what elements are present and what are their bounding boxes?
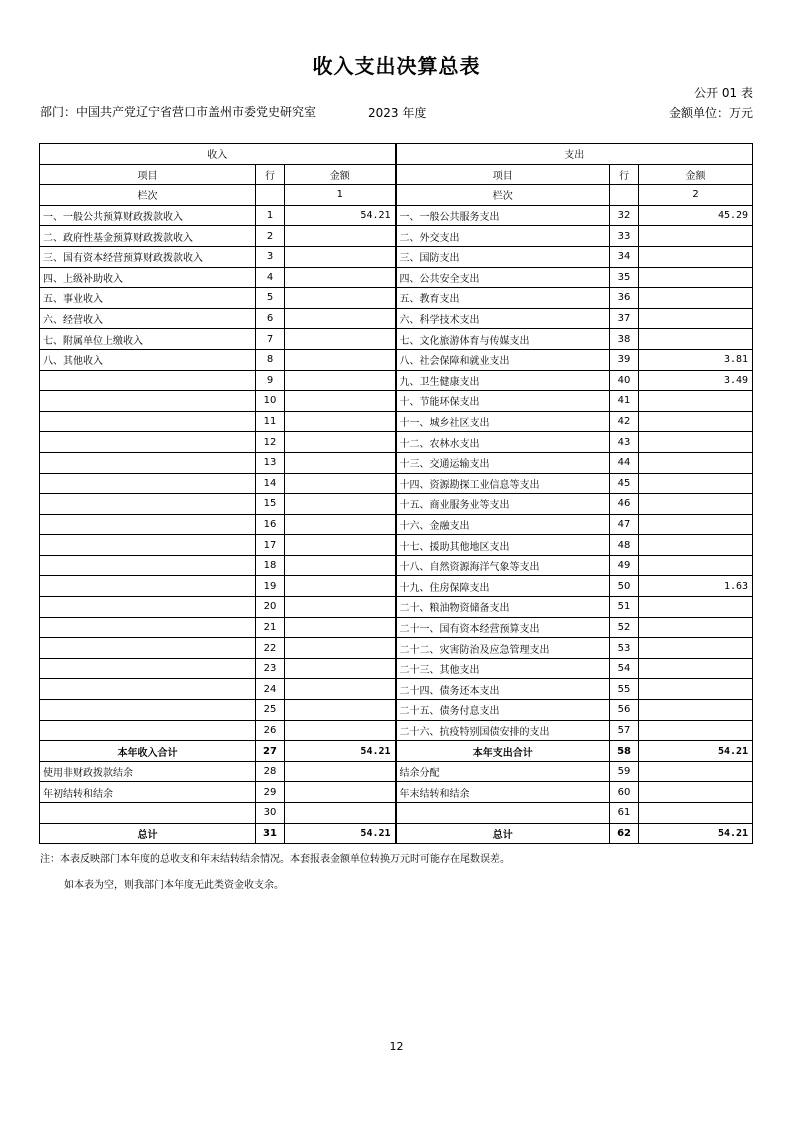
expense-line-number: 60: [610, 782, 639, 803]
income-item: [40, 370, 256, 391]
income-line-number: 20: [256, 597, 285, 618]
income-item: [40, 720, 256, 741]
expense-line-number: 42: [610, 411, 639, 432]
expense-item: 本年支出合计: [396, 741, 610, 762]
income-item: [40, 576, 256, 597]
table-row: [40, 349, 753, 370]
income-amount: [285, 658, 396, 679]
expense-line-number: 38: [610, 329, 639, 350]
table-row: [40, 638, 753, 659]
income-line-number: 28: [256, 761, 285, 782]
income-amount: [285, 494, 396, 515]
expense-item: 二十五、债务付息支出: [396, 700, 610, 721]
income-amount: [285, 617, 396, 638]
page-number: 12: [389, 1040, 404, 1053]
expense-amount: [639, 514, 753, 535]
expense-line-number: 57: [610, 720, 639, 741]
table-row: [40, 617, 753, 638]
table-row: [40, 432, 753, 453]
income-item: [40, 452, 256, 473]
form-number: 公开 01 表: [694, 86, 753, 100]
income-amount: [285, 514, 396, 535]
subtotal-row: [40, 741, 753, 762]
expense-item: 二十三、其他支出: [396, 658, 610, 679]
income-amount: [285, 473, 396, 494]
expense-amount: [639, 803, 753, 824]
expense-amount: [639, 782, 753, 803]
income-amount-header: 金额: [285, 164, 396, 185]
income-item: [40, 432, 256, 453]
income-line-number: 26: [256, 720, 285, 741]
expense-item: 十八、自然资源海洋气象等支出: [396, 555, 610, 576]
income-item: [40, 473, 256, 494]
income-line-number: 1: [256, 205, 285, 226]
income-item: 四、上级补助收入: [40, 267, 256, 288]
income-line-number: 5: [256, 288, 285, 309]
expense-line-number: 34: [610, 246, 639, 267]
expense-item: [396, 803, 610, 824]
income-item: [40, 658, 256, 679]
income-item: 本年收入合计: [40, 741, 256, 762]
income-item: 一、一般公共预算财政拨款收入: [40, 205, 256, 226]
expense-amount: 54.21: [639, 741, 753, 762]
table-row: [40, 514, 753, 535]
expense-amount: [639, 473, 753, 494]
expense-amount: [639, 246, 753, 267]
income-amount: [285, 308, 396, 329]
income-line-number: 19: [256, 576, 285, 597]
income-section-header: 收入: [40, 144, 396, 165]
expense-line-number: 59: [610, 761, 639, 782]
income-line-number: 10: [256, 391, 285, 412]
income-item: [40, 391, 256, 412]
income-amount: [285, 597, 396, 618]
expense-item: 十六、金融支出: [396, 514, 610, 535]
income-column-number: 1: [285, 185, 396, 206]
table-row: [40, 535, 753, 556]
expense-item: 七、文化旅游体育与传媒支出: [396, 329, 610, 350]
expense-line-number: 54: [610, 658, 639, 679]
extra-row: [40, 761, 753, 782]
expense-line-number: 39: [610, 349, 639, 370]
table-row: [40, 576, 753, 597]
table-row: [40, 555, 753, 576]
table-row: [40, 370, 753, 391]
expense-line-number: 43: [610, 432, 639, 453]
expense-line-number: 62: [610, 823, 639, 844]
income-item: [40, 638, 256, 659]
income-line-number: 29: [256, 782, 285, 803]
income-amount: [285, 535, 396, 556]
expense-item: 十五、商业服务业等支出: [396, 494, 610, 515]
expense-item: 三、国防支出: [396, 246, 610, 267]
expense-item: 二、外交支出: [396, 226, 610, 247]
expense-amount: 1.63: [639, 576, 753, 597]
expense-order-blank: [610, 185, 639, 206]
expense-column-number: 2: [639, 185, 753, 206]
income-amount: [285, 452, 396, 473]
income-line-number: 27: [256, 741, 285, 762]
expense-amount: [639, 700, 753, 721]
income-item: [40, 514, 256, 535]
expense-amount: [639, 432, 753, 453]
expense-amount: [639, 638, 753, 659]
expense-amount: [639, 761, 753, 782]
income-amount: [285, 411, 396, 432]
income-line-number: 22: [256, 638, 285, 659]
expense-amount: [639, 720, 753, 741]
expense-line-number: 41: [610, 391, 639, 412]
expense-amount: [639, 391, 753, 412]
income-amount: 54.21: [285, 205, 396, 226]
income-amount: [285, 576, 396, 597]
expense-amount: [639, 679, 753, 700]
table-row: [40, 288, 753, 309]
income-line-number: 13: [256, 452, 285, 473]
income-amount: [285, 267, 396, 288]
expense-item: 九、卫生健康支出: [396, 370, 610, 391]
expense-amount: [639, 617, 753, 638]
income-item: [40, 679, 256, 700]
table-row: [40, 246, 753, 267]
expense-amount: [639, 308, 753, 329]
expense-amount: [639, 226, 753, 247]
table-row: [40, 308, 753, 329]
income-amount: [285, 432, 396, 453]
expense-item-header: 项目: [396, 164, 610, 185]
income-item: 三、国有资本经营预算财政拨款收入: [40, 246, 256, 267]
expense-item: 十九、住房保障支出: [396, 576, 610, 597]
income-expense-table: [39, 143, 753, 844]
income-line-number: 30: [256, 803, 285, 824]
expense-line-number: 40: [610, 370, 639, 391]
income-amount: [285, 555, 396, 576]
income-amount: [285, 720, 396, 741]
expense-item: 十一、城乡社区支出: [396, 411, 610, 432]
fiscal-year: 2023 年度: [368, 106, 427, 120]
expense-amount-header: 金额: [639, 164, 753, 185]
extra-row: [40, 803, 753, 824]
income-amount: [285, 349, 396, 370]
table-row: [40, 391, 753, 412]
table-row: [40, 329, 753, 350]
expense-item: 二十四、债务还本支出: [396, 679, 610, 700]
expense-item: 十七、援助其他地区支出: [396, 535, 610, 556]
income-line-number: 11: [256, 411, 285, 432]
income-line-number: 21: [256, 617, 285, 638]
income-line-number: 18: [256, 555, 285, 576]
expense-line-number: 45: [610, 473, 639, 494]
income-item: 使用非财政拨款结余: [40, 761, 256, 782]
income-item: 七、附属单位上缴收入: [40, 329, 256, 350]
income-line-number: 7: [256, 329, 285, 350]
extra-row: [40, 782, 753, 803]
expense-line-number: 33: [610, 226, 639, 247]
expense-amount: 3.81: [639, 349, 753, 370]
expense-amount: [639, 452, 753, 473]
income-line-number: 24: [256, 679, 285, 700]
income-item: 年初结转和结余: [40, 782, 256, 803]
income-amount: [285, 803, 396, 824]
expense-line-number: 48: [610, 535, 639, 556]
income-line-number: 8: [256, 349, 285, 370]
income-order-blank: [256, 185, 285, 206]
table-row: [40, 679, 753, 700]
expense-item: 十四、资源勘探工业信息等支出: [396, 473, 610, 494]
table-row: [40, 411, 753, 432]
expense-line-number: 61: [610, 803, 639, 824]
expense-section-header: 支出: [396, 144, 753, 165]
income-line-number: 31: [256, 823, 285, 844]
expense-line-number: 44: [610, 452, 639, 473]
income-amount: [285, 761, 396, 782]
income-item: [40, 597, 256, 618]
income-item: 八、其他收入: [40, 349, 256, 370]
expense-line-number: 35: [610, 267, 639, 288]
income-amount: 54.21: [285, 823, 396, 844]
expense-line-number: 56: [610, 700, 639, 721]
amount-unit: 金额单位：万元: [668, 106, 753, 120]
income-amount: [285, 246, 396, 267]
income-line-number: 12: [256, 432, 285, 453]
table-row: [40, 267, 753, 288]
expense-line-number: 58: [610, 741, 639, 762]
income-item: [40, 555, 256, 576]
income-item: [40, 494, 256, 515]
income-amount: [285, 679, 396, 700]
expense-line-number: 47: [610, 514, 639, 535]
expense-item: 二十、粮油物资储备支出: [396, 597, 610, 618]
expense-line-number: 51: [610, 597, 639, 618]
income-order-label: 栏次: [40, 185, 256, 206]
income-amount: [285, 391, 396, 412]
expense-item: 五、教育支出: [396, 288, 610, 309]
income-item: 二、政府性基金预算财政拨款收入: [40, 226, 256, 247]
income-amount: [285, 329, 396, 350]
expense-amount: [639, 494, 753, 515]
expense-item: 年末结转和结余: [396, 782, 610, 803]
income-item: 总计: [40, 823, 256, 844]
expense-item: 十三、交通运输支出: [396, 452, 610, 473]
income-amount: [285, 638, 396, 659]
expense-line-number: 55: [610, 679, 639, 700]
income-item: [40, 700, 256, 721]
income-amount: [285, 288, 396, 309]
expense-amount: 45.29: [639, 205, 753, 226]
table-row: [40, 720, 753, 741]
table-row: [40, 473, 753, 494]
expense-amount: [639, 411, 753, 432]
expense-item: 八、社会保障和就业支出: [396, 349, 610, 370]
income-row-header: 行: [256, 164, 285, 185]
income-item: [40, 617, 256, 638]
income-amount: [285, 226, 396, 247]
expense-item: 结余分配: [396, 761, 610, 782]
page-title: 收入支出决算总表: [312, 54, 481, 78]
income-line-number: 14: [256, 473, 285, 494]
expense-line-number: 46: [610, 494, 639, 515]
income-item: 五、事业收入: [40, 288, 256, 309]
income-line-number: 16: [256, 514, 285, 535]
expense-item: 二十六、抗疫特别国债安排的支出: [396, 720, 610, 741]
income-amount: [285, 700, 396, 721]
income-amount: [285, 370, 396, 391]
expense-item: 二十一、国有资本经营预算支出: [396, 617, 610, 638]
expense-item: 总计: [396, 823, 610, 844]
table-note: 注：本表反映部门本年度的总收支和年末结转结余情况。本套报表金额单位转换万元时可能存在尾数误差。: [40, 854, 510, 865]
table-row: [40, 597, 753, 618]
income-line-number: 4: [256, 267, 285, 288]
income-line-number: 9: [256, 370, 285, 391]
expense-item: 一、一般公共服务支出: [396, 205, 610, 226]
expense-line-number: 52: [610, 617, 639, 638]
expense-amount: [639, 329, 753, 350]
expense-amount: [639, 597, 753, 618]
expense-line-number: 36: [610, 288, 639, 309]
expense-amount: [639, 267, 753, 288]
total-row: [40, 823, 753, 844]
income-line-number: 2: [256, 226, 285, 247]
income-line-number: 3: [256, 246, 285, 267]
income-line-number: 25: [256, 700, 285, 721]
expense-line-number: 49: [610, 555, 639, 576]
expense-line-number: 37: [610, 308, 639, 329]
expense-line-number: 32: [610, 205, 639, 226]
empty-table-note: 如本表为空，则我部门本年度无此类资金收支余。: [64, 880, 284, 891]
expense-line-number: 50: [610, 576, 639, 597]
expense-amount: [639, 535, 753, 556]
expense-item: 十、节能环保支出: [396, 391, 610, 412]
income-item: [40, 411, 256, 432]
income-item: [40, 803, 256, 824]
income-item: [40, 535, 256, 556]
table-row: [40, 494, 753, 515]
expense-amount: 3.49: [639, 370, 753, 391]
table-row: [40, 658, 753, 679]
expense-item: 四、公共安全支出: [396, 267, 610, 288]
expense-amount: [639, 288, 753, 309]
income-line-number: 15: [256, 494, 285, 515]
income-line-number: 23: [256, 658, 285, 679]
expense-line-number: 53: [610, 638, 639, 659]
income-line-number: 6: [256, 308, 285, 329]
income-amount: [285, 782, 396, 803]
expense-amount: [639, 658, 753, 679]
table-row: [40, 452, 753, 473]
expense-item: 十二、农林水支出: [396, 432, 610, 453]
expense-amount: [639, 555, 753, 576]
expense-amount: 54.21: [639, 823, 753, 844]
income-item: 六、经营收入: [40, 308, 256, 329]
income-amount: 54.21: [285, 741, 396, 762]
table-row: [40, 205, 753, 226]
expense-item: 六、科学技术支出: [396, 308, 610, 329]
income-item-header: 项目: [40, 164, 256, 185]
income-line-number: 17: [256, 535, 285, 556]
table-row: [40, 226, 753, 247]
department-label: 部门：中国共产党辽宁省营口市盖州市委党史研究室: [40, 105, 317, 119]
expense-order-label: 栏次: [396, 185, 610, 206]
expense-item: 二十二、灾害防治及应急管理支出: [396, 638, 610, 659]
expense-row-header: 行: [610, 164, 639, 185]
table-row: [40, 700, 753, 721]
